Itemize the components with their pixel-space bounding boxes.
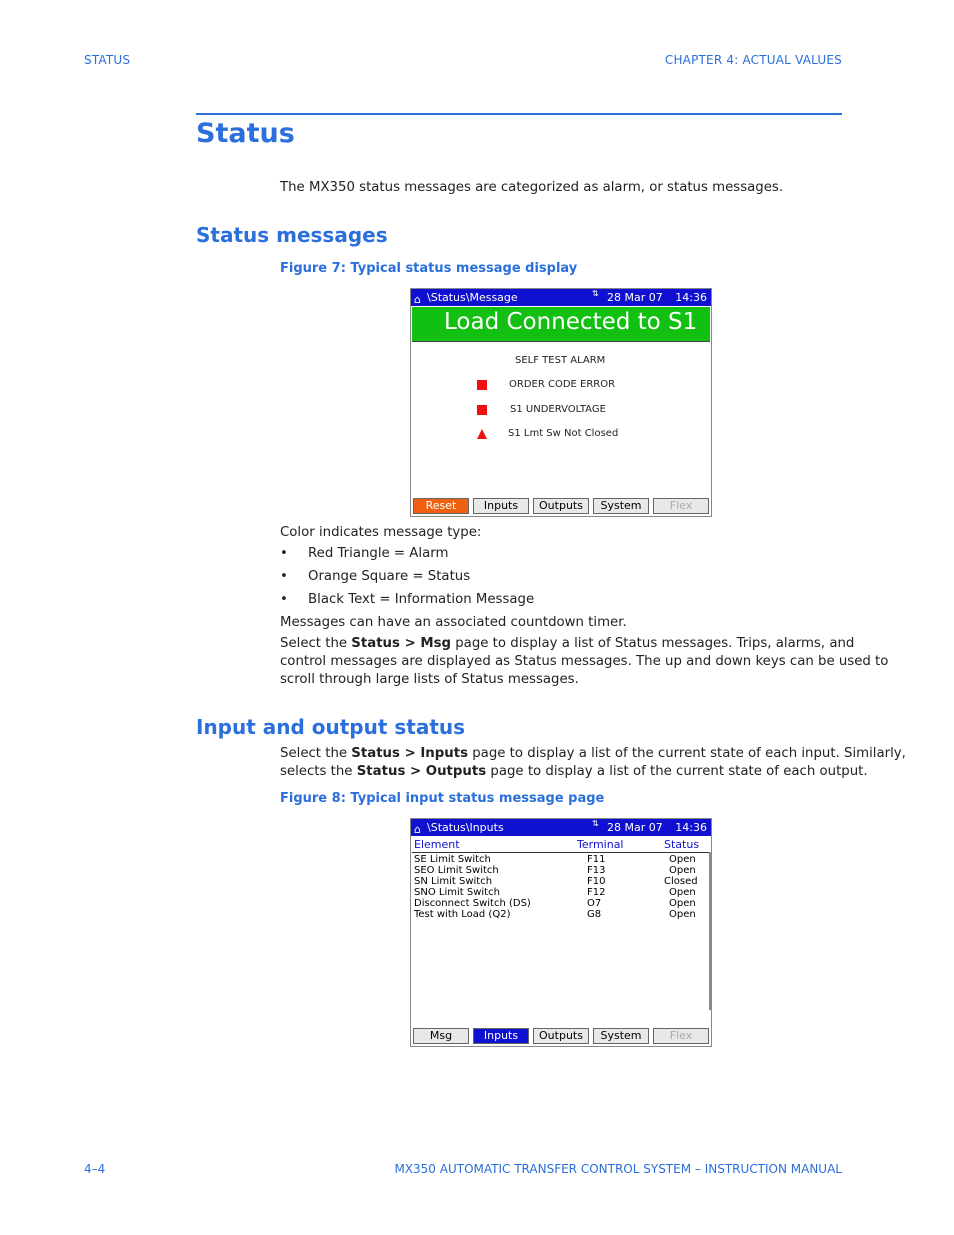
- message-s1-lmt-sw: S1 Lmt Sw Not Closed: [508, 428, 619, 439]
- table-cell-terminal: F11: [587, 854, 606, 865]
- screen-time: 14:36: [675, 291, 707, 304]
- title-rule: [196, 113, 842, 115]
- connection-icon: ⇅: [592, 819, 599, 828]
- softkey-flex[interactable]: Flex: [653, 1028, 709, 1044]
- table-cell-status: Open: [669, 854, 696, 865]
- softkey-bar: [413, 1028, 709, 1044]
- header-divider: [412, 852, 710, 853]
- bullet-text: Red Triangle = Alarm: [308, 546, 449, 561]
- para-text: Select the: [280, 746, 352, 761]
- para-text: selects the: [280, 764, 357, 779]
- softkey-system[interactable]: System: [593, 1028, 649, 1044]
- table-cell-terminal: G8: [587, 909, 602, 920]
- table-cell-status: Open: [669, 898, 696, 909]
- red-triangle-icon: [477, 429, 487, 439]
- softkey-inputs[interactable]: Inputs: [473, 498, 529, 514]
- screen-date: 28 Mar 07: [607, 821, 663, 834]
- column-header-status: Status: [664, 838, 700, 851]
- countdown-note: Messages can have an associated countdown timer.: [280, 615, 627, 630]
- bullet-text: Orange Square = Status: [308, 569, 471, 584]
- intro-paragraph: The MX350 status messages are categorized as alarm, or status messages.: [280, 180, 784, 195]
- table-cell-terminal: O7: [587, 898, 602, 909]
- home-icon: ⌂: [414, 293, 421, 306]
- table-cell-status: Open: [669, 887, 696, 898]
- status-message-screen: [410, 288, 712, 517]
- table-cell-status: Open: [669, 909, 696, 920]
- softkey-msg[interactable]: Msg: [413, 1028, 469, 1044]
- para-text: page to display a list of the current state of each output.: [486, 764, 868, 779]
- table-cell-element: Disconnect Switch (DS): [414, 898, 531, 909]
- message-order-code-error: ORDER CODE ERROR: [509, 379, 616, 390]
- screen-path: \Status\Inputs: [427, 821, 504, 834]
- banner-text: Load Connected to S1: [444, 309, 698, 335]
- figure-8-caption: Figure 8: Typical input status message page: [280, 791, 605, 806]
- para-text: page to display a list of Status messages. Trips, alarms, and: [451, 636, 855, 651]
- table-cell-element: SN Limit Switch: [414, 876, 493, 887]
- table-cell-terminal: F12: [587, 887, 606, 898]
- screen-time: 14:36: [675, 821, 707, 834]
- bullet-text: Black Text = Information Message: [308, 592, 535, 607]
- table-cell-status: Open: [669, 865, 696, 876]
- softkey-reset[interactable]: Reset: [413, 498, 469, 514]
- softkey-outputs[interactable]: Outputs: [533, 1028, 589, 1044]
- page-title: Status: [196, 118, 295, 149]
- screen-path: \Status\Message: [427, 291, 518, 304]
- scrollbar[interactable]: [709, 852, 711, 1010]
- menu-path-status-outputs: Status > Outputs: [356, 764, 487, 779]
- message-s1-undervoltage: S1 UNDERVOLTAGE: [510, 404, 606, 415]
- softkey-inputs[interactable]: Inputs: [473, 1028, 529, 1044]
- screen-title-bar: [411, 289, 711, 306]
- manual-title-footer: MX350 AUTOMATIC TRANSFER CONTROL SYSTEM – INSTRUCTION MANUAL: [394, 1162, 842, 1176]
- message-self-test-alarm: SELF TEST ALARM: [515, 355, 606, 366]
- softkey-flex[interactable]: Flex: [653, 498, 709, 514]
- status-banner: [412, 307, 710, 342]
- section-heading-status-messages: Status messages: [196, 223, 388, 247]
- softkey-system[interactable]: System: [593, 498, 649, 514]
- running-header-section: STATUS: [84, 53, 131, 67]
- table-cell-element: SE Limit Switch: [414, 854, 491, 865]
- para-line: scroll through large lists of Status messages.: [280, 672, 579, 687]
- table-cell-terminal: F10: [587, 876, 606, 887]
- para-text: page to display a list of the current state of each input. Similarly,: [468, 746, 906, 761]
- table-cell-status: Closed: [664, 876, 698, 887]
- table-cell-element: SEO Limit Switch: [414, 865, 499, 876]
- figure-7-caption: Figure 7: Typical status message display: [280, 261, 578, 276]
- section-heading-input-output: Input and output status: [196, 715, 466, 739]
- softkey-bar: [413, 498, 709, 514]
- table-cell-terminal: F13: [587, 865, 606, 876]
- io-paragraph: [280, 745, 906, 781]
- orange-square-icon: [477, 380, 487, 390]
- running-header-chapter: CHAPTER 4: ACTUAL VALUES: [664, 53, 842, 67]
- para-text: Select the: [280, 636, 352, 651]
- connection-icon: ⇅: [592, 289, 599, 298]
- orange-square-icon: [477, 405, 487, 415]
- menu-path-status-inputs: Status > Inputs: [351, 746, 469, 761]
- softkey-outputs[interactable]: Outputs: [533, 498, 589, 514]
- status-msg-paragraph: [280, 635, 889, 689]
- para-line: control messages are displayed as Status messages. The up and down keys can be used to: [280, 654, 889, 669]
- input-status-screen: [410, 818, 712, 1047]
- page-number: 4–4: [84, 1162, 106, 1176]
- screen-title-bar: [411, 819, 711, 836]
- column-header-element: Element: [414, 838, 460, 851]
- home-icon: ⌂: [414, 823, 421, 836]
- column-header-terminal: Terminal: [577, 838, 624, 851]
- screen-date: 28 Mar 07: [607, 291, 663, 304]
- menu-path-status-msg: Status > Msg: [351, 636, 452, 651]
- table-cell-element: Test with Load (Q2): [414, 909, 511, 920]
- table-cell-element: SNO Limit Switch: [414, 887, 500, 898]
- color-intro: Color indicates message type:: [280, 525, 482, 540]
